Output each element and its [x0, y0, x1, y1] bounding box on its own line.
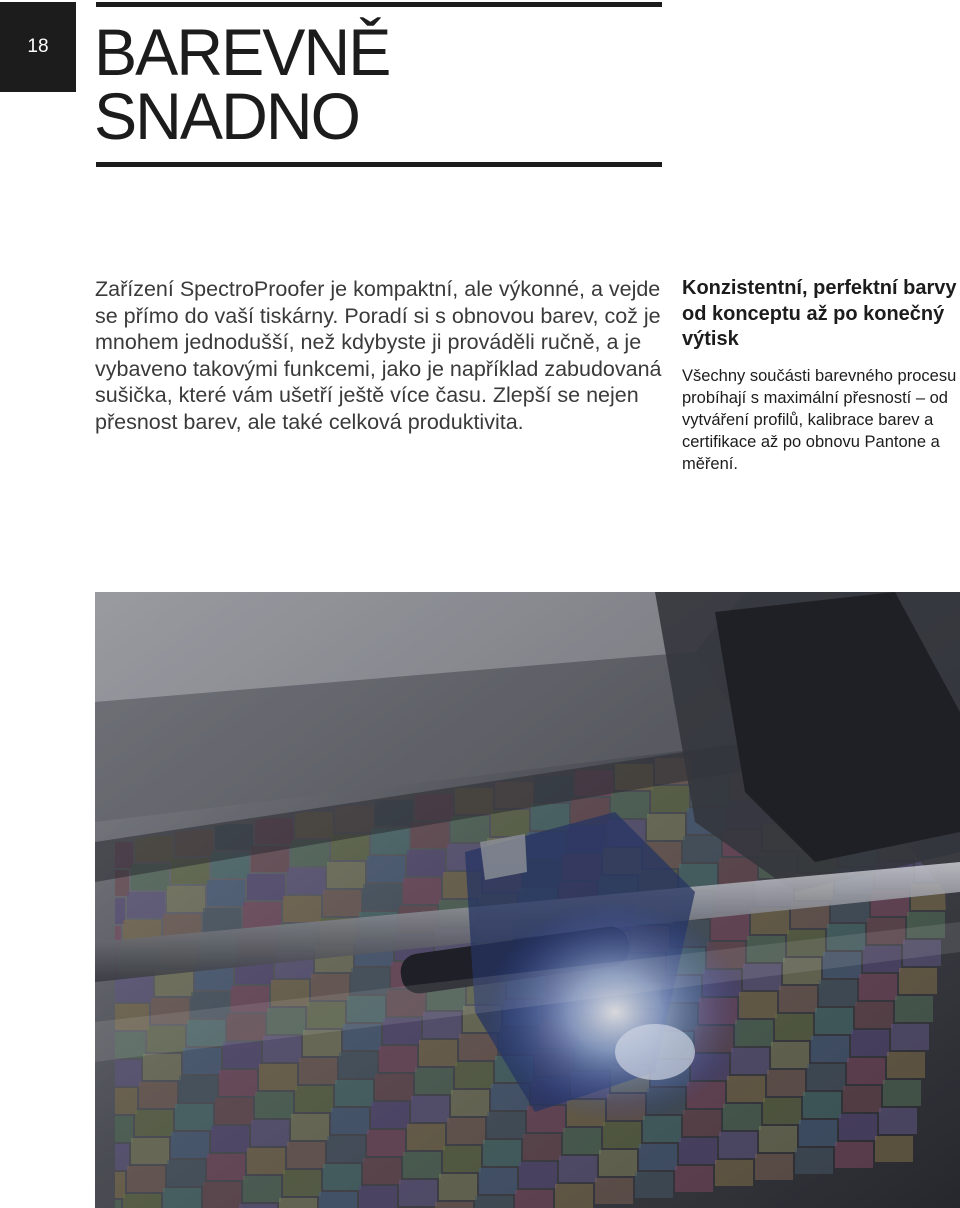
page-number-tab — [0, 2, 76, 92]
printer-photo — [95, 592, 960, 1208]
top-rule — [96, 2, 662, 7]
printer-spectrophotometer-photo-icon — [95, 592, 960, 1208]
page-title-line-1: BAREVNĚ — [94, 15, 390, 89]
page-title-line-2: SNADNO — [94, 79, 359, 153]
page-number: 18 — [27, 36, 49, 57]
title-underline-rule — [96, 162, 662, 167]
sidebar-body: Všechny součásti barevného procesu probíhají s maximální přesností – od vytváření profilů, kalibrace barev a certifikace až po obnovu Pantone a měření. — [682, 367, 957, 473]
intro-paragraph: Zařízení SpectroProofer je kompaktní, ale výkonné, a vejde se přímo do vaší tiskárny. Poradí si s obnovou barev, což je mnohem jednodušší, než kdybyste ji prováděli ručně, a je vybaveno takovými funkcemi, jako je například zabudovaná sušička, které vám ušetří ještě více času. Zlepší se nejen přesnost barev, ale také celková produktivita. — [95, 277, 662, 434]
page-title — [94, 15, 390, 153]
sidebar-heading: Konzistentní, perfektní barvy od konceptu až po konečný výtisk — [682, 277, 957, 350]
